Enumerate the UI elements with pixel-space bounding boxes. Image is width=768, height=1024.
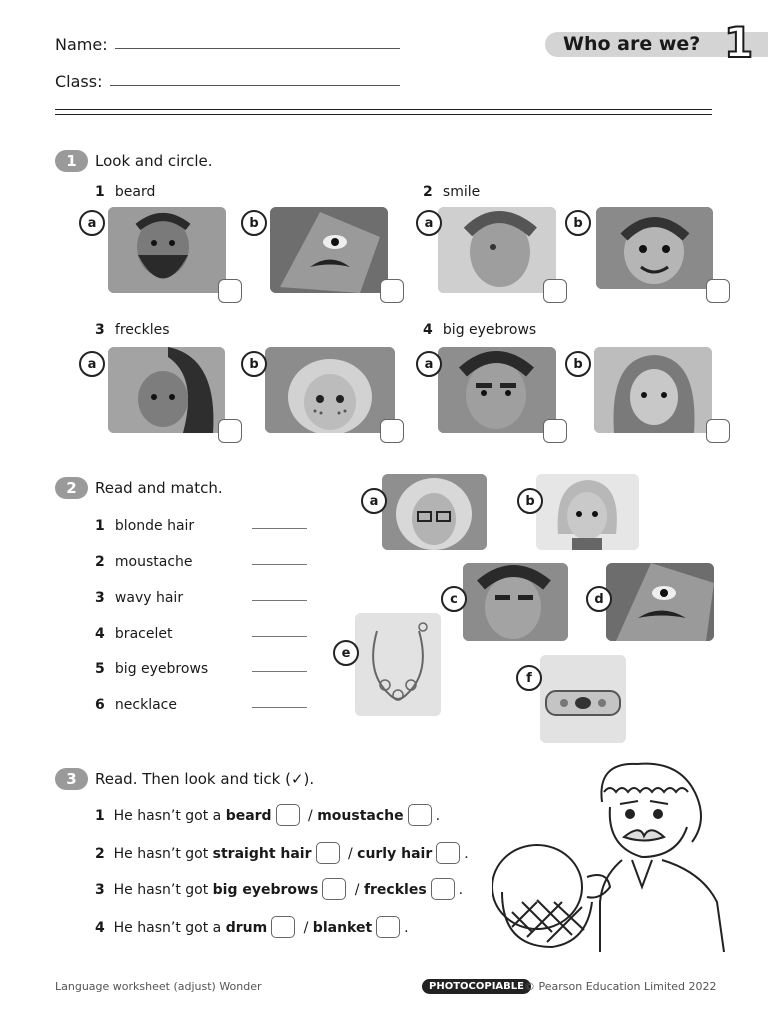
ex1-item-3: 3 freckles bbox=[95, 322, 170, 338]
ex2-label-f: f bbox=[516, 665, 542, 691]
ex1-q4-label-b: b bbox=[565, 351, 591, 377]
photocopiable-badge: PHOTOCOPIABLE bbox=[422, 979, 531, 994]
ex1-q3-label-b: b bbox=[241, 351, 267, 377]
ex3-q1-checkbox-2[interactable] bbox=[408, 804, 432, 826]
ex1-q2-label-a: a bbox=[416, 210, 442, 236]
ex3-sentence-3: 3 He hasn’t got big eyebrows / freckles . bbox=[95, 878, 463, 900]
ex3-q3-checkbox-2[interactable] bbox=[431, 878, 455, 900]
ex1-q2-label-b: b bbox=[565, 210, 591, 236]
ex1-q3-checkbox-b[interactable] bbox=[380, 419, 404, 443]
exercise-3-title: Read. Then look and tick (✓). bbox=[95, 770, 315, 788]
name-line[interactable] bbox=[115, 48, 400, 49]
ex1-item-1: 1 beard bbox=[95, 184, 156, 200]
ex1-q1-label-a: a bbox=[79, 210, 105, 236]
ex2-answer-line-1[interactable] bbox=[252, 528, 307, 529]
ex2-answer-line-3[interactable] bbox=[252, 600, 307, 601]
ex1-q1-checkbox-a[interactable] bbox=[218, 279, 242, 303]
ex2-picture-b bbox=[536, 474, 639, 550]
ex1-q4-label-a: a bbox=[416, 351, 442, 377]
ex1-q4-picture-b bbox=[594, 347, 712, 433]
footer-worksheet-label: Language worksheet (adjust) Wonder bbox=[55, 980, 262, 993]
ex2-label-a: a bbox=[361, 488, 387, 514]
ex3-illustration-man-with-drum bbox=[492, 752, 732, 952]
ex2-item-6: 6 necklace bbox=[95, 697, 177, 713]
exercise-3-badge: 3 bbox=[55, 768, 88, 790]
ex3-q1-checkbox-1[interactable] bbox=[276, 804, 300, 826]
ex2-item-2: 2 moustache bbox=[95, 554, 193, 570]
ex1-q2-checkbox-b[interactable] bbox=[706, 279, 730, 303]
ex2-answer-line-6[interactable] bbox=[252, 707, 307, 708]
ex1-q3-checkbox-a[interactable] bbox=[218, 419, 242, 443]
unit-number: 1 bbox=[724, 18, 754, 67]
ex1-q4-checkbox-a[interactable] bbox=[543, 419, 567, 443]
ex1-q1-picture-a bbox=[108, 207, 226, 293]
ex2-label-e: e bbox=[333, 640, 359, 666]
exercise-2-badge: 2 bbox=[55, 477, 88, 499]
ex2-answer-line-5[interactable] bbox=[252, 671, 307, 672]
ex2-picture-e-necklace bbox=[355, 613, 441, 716]
ex1-q3-picture-b bbox=[265, 347, 395, 433]
class-label: Class: bbox=[55, 72, 103, 91]
ex2-picture-a bbox=[382, 474, 487, 550]
ex1-q2-picture-b bbox=[596, 207, 713, 289]
ex3-q2-checkbox-2[interactable] bbox=[436, 842, 460, 864]
ex2-item-4: 4 bracelet bbox=[95, 626, 173, 642]
ex1-item-4: 4 big eyebrows bbox=[423, 322, 537, 338]
header-rule-top bbox=[55, 109, 712, 110]
ex1-item-2: 2 smile bbox=[423, 184, 481, 200]
exercise-1-badge: 1 bbox=[55, 150, 88, 172]
ex1-q2-picture-a bbox=[438, 207, 556, 293]
header-rule-bottom bbox=[55, 114, 712, 115]
ex2-picture-c bbox=[463, 563, 568, 641]
name-label: Name: bbox=[55, 35, 108, 54]
ex1-q4-checkbox-b[interactable] bbox=[706, 419, 730, 443]
ex2-label-b: b bbox=[517, 488, 543, 514]
ex2-label-d: d bbox=[586, 586, 612, 612]
ex3-q3-checkbox-1[interactable] bbox=[322, 878, 346, 900]
ex3-sentence-2: 2 He hasn’t got straight hair / curly hair . bbox=[95, 842, 469, 864]
ex1-q3-picture-a bbox=[108, 347, 225, 433]
exercise-2-title: Read and match. bbox=[95, 479, 223, 497]
ex1-q2-checkbox-a[interactable] bbox=[543, 279, 567, 303]
ex1-q1-label-b: b bbox=[241, 210, 267, 236]
ex2-item-1: 1 blonde hair bbox=[95, 518, 195, 534]
exercise-1-title: Look and circle. bbox=[95, 152, 213, 170]
ex3-sentence-1: 1 He hasn’t got a beard / moustache . bbox=[95, 804, 440, 826]
ex2-answer-line-2[interactable] bbox=[252, 564, 307, 565]
ex2-picture-f-bracelet bbox=[540, 655, 626, 743]
ex3-sentence-4: 4 He hasn’t got a drum / blanket . bbox=[95, 916, 409, 938]
class-line[interactable] bbox=[110, 85, 400, 86]
ex2-label-c: c bbox=[441, 586, 467, 612]
ex1-q1-checkbox-b[interactable] bbox=[380, 279, 404, 303]
ex3-q4-checkbox-2[interactable] bbox=[376, 916, 400, 938]
ex1-q4-picture-a bbox=[438, 347, 556, 433]
page-title: Who are we? bbox=[563, 33, 701, 55]
footer-copyright: © Pearson Education Limited 2022 bbox=[524, 980, 717, 993]
ex1-q3-label-a: a bbox=[79, 351, 105, 377]
ex3-q2-checkbox-1[interactable] bbox=[316, 842, 340, 864]
ex3-q4-checkbox-1[interactable] bbox=[271, 916, 295, 938]
ex2-item-5: 5 big eyebrows bbox=[95, 661, 209, 677]
ex2-answer-line-4[interactable] bbox=[252, 636, 307, 637]
ex2-item-3: 3 wavy hair bbox=[95, 590, 184, 606]
ex2-picture-d bbox=[606, 563, 714, 641]
ex1-q1-picture-b bbox=[270, 207, 388, 293]
